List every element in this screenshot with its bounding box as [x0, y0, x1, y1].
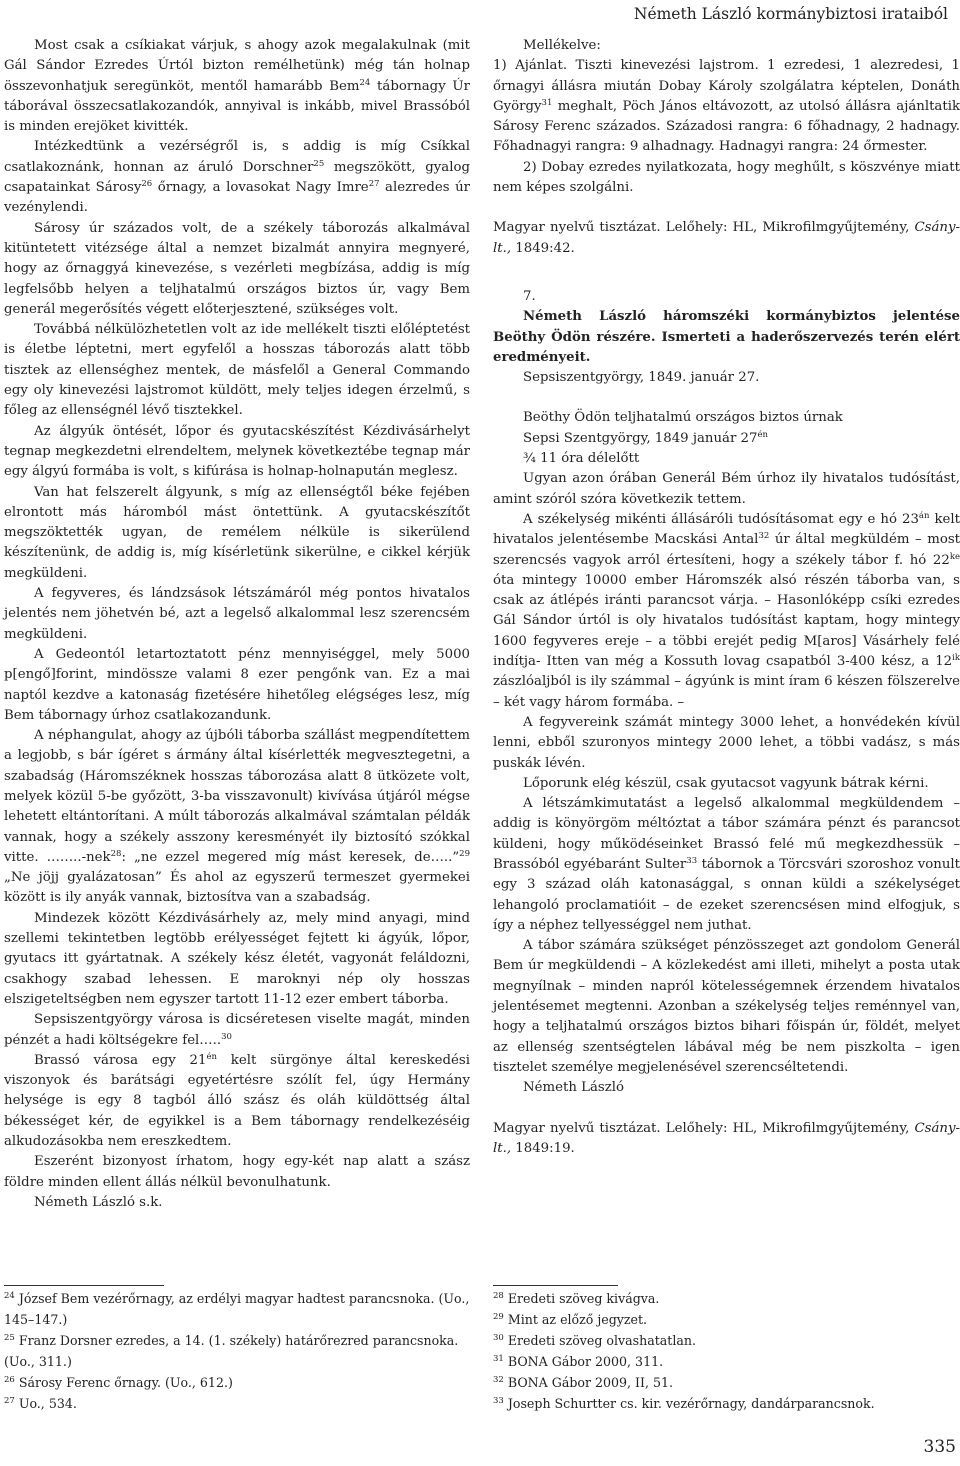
- footnote-ref: 31: [541, 97, 553, 108]
- footnote-ref: 27: [368, 179, 380, 190]
- paragraph: Intézkedtünk a vezérségről is, s addig is míg Csíkkal csatlakoznánk, honnan az áruló Dorschner$^{25}$ megszökött, gyalog csapatainkat Sárosy$^{26}$ őrnagy, a lovasokat Nagy Imre$^{27}$ alezredes úr vezénylendi.: [4, 139, 471, 216]
- footnote-ref: 28: [110, 848, 122, 859]
- addressee: Beöthy Ödön teljhatalmú országos biztos úrnak: [523, 410, 843, 426]
- appendix-item: 2) Dobay ezredes nyilatkozata, hogy meghűlt, s köszvénye miatt nem képes szolgálni.: [493, 159, 960, 196]
- dateline: Sepsi Szentgyörgy, 1849 január $27^{én}$: [523, 429, 768, 446]
- paragraph: Sepsiszentgyörgy városa is dicséretesen viselte magát, minden pénzét a hadi költségekre fel…..$^{30}$: [4, 1012, 470, 1048]
- appendix-label: Mellékelve:: [523, 38, 601, 53]
- footnote: $^{28}$ Eredeti szöveg kivágva.: [493, 1291, 660, 1306]
- appendix-item: 1) Ajánlat. Tiszti kinevezési lajstrom. 1 ezredesi, 1 alezredesi, 1 őrnagyi állásra miután Dobay Károly szolgálatra képtelen, Donáth György$^{31}$ meghalt, Pöch János eltávozott, az utolsó állásra ajánltatik Sárosy Ferenc százados. Századosi rangra: 6 főhadnagy, 2 hadnagy. Főhadnagyi rangra: 9 alhadnagy. Hadnagyi rangra: 24 őrmester.: [493, 58, 960, 155]
- paragraph: Eszerént bizonyost írhatom, hogy egy-két nap alatt a szász földre minden ellent állás nélkül bevonulhatunk.: [4, 1154, 470, 1190]
- signature: Németh László s.k.: [34, 1194, 163, 1210]
- paragraph: Lőporunk elég készül, csak gyutacsot vagyunk bátrak kérni.: [523, 775, 929, 791]
- footnote: $^{29}$ Mint az előző jegyzet.: [493, 1312, 648, 1327]
- ordinal-suffix: én: [757, 429, 768, 440]
- footnote: $^{33}$ Joseph Schurtter cs. kir. vezérőrnagy, dandárparancsnok.: [493, 1396, 875, 1411]
- document-place-date: Sepsiszentgyörgy, 1849. január 27.: [523, 370, 760, 386]
- footnote-ref: 30: [221, 1031, 232, 1042]
- footnote: $^{31}$ BONA Gábor 2000, 311.: [493, 1354, 664, 1369]
- paragraph: A székelység mikénti állásáróli tudósításomat egy e hó $23^{án}$ kelt hivatalos jelentésembe Macskási Antal$^{32}$ úr által megküldém – most szerencsés vagyok arról értesíteni, hogy a székely tábor f. hó $22^{ke}$ óta mintegy 10000 ember Háromszék alsó részén táborba van, s csak az átlépés iránti parancsot várja. – Hasonlóképp csíki ezredes Gál Sándor úrtól is oly hivatalos tudósítást kaptam, hogy mintegy 1600 fegyveres ereje – a többi erejét pedig M[aros] Vásárhely felé indítja- Itten van még a Kossuth lovag csapatból 3-400 kész, a $12^{ik}$ zászlóaljból is ily számmal – ágyúnk is mint íram 6 készen fölszerelve – két vagy három formába. –: [493, 510, 960, 710]
- footnote-ref: 24: [359, 77, 371, 88]
- document-title: Németh László háromszéki kormánybiztos jelentése Beöthy Ödön részére. Ismerteti a haderőszervezés terén elért eredményeit.: [493, 309, 960, 365]
- paragraph: Brassó városa egy $21^{én}$ kelt sürgönye által kereskedési viszonyok és barátsági egyetértésre szólít fel, úgy Hermány helysége is egy 8 tagból álló szász és oláh küldöttség által békességet kér, de egyikkel is a Bem tábornagy rendelkezéséig alkudozásokba nem ereszkedtem.: [4, 1051, 470, 1150]
- footnote: $^{25}$ Franz Dorsner ezredes, a 14. (1. székely) határőrezred parancsnoka. (Uo., 311.): [4, 1333, 459, 1369]
- footnote-rule-right: [493, 1285, 618, 1286]
- paragraph: Sárosy úr százados volt, de a székely táborozás alkalmával kitüntetett vitézsége által a nemzet bizalmát annyira megnyeré, hogy az őrnaggyá kinevezése, s vezérleti megbízása, addig is míg legfelsőbb helyen a teljhatalmú országos biztos úr, vagy Bem generál megerősítés végett előterjesztené, szükséges volt.: [4, 220, 470, 317]
- ordinal-suffix: ik: [952, 653, 960, 664]
- source-note: Magyar nyelvű tisztázat. Lelőhely: HL, Mikrofilmgyűjtemény, Csány-lt., 1849:19.: [493, 1120, 960, 1156]
- footnote: $^{30}$ Eredeti szöveg olvashatatlan.: [493, 1333, 697, 1348]
- paragraph: Van hat felszerelt álgyunk, s míg az ellenségtől béke fejében elrontott más háromból mást öntettünk. A gyutacskészítőt megszöktették ugyan, de remélem nélküle is sikerülend készítenünk, de addig is, míg kísérletünk sikerülne, e cikkel kérjük megküldeni.: [4, 484, 470, 581]
- footnotes-left: [4, 1288, 470, 1414]
- ordinal-suffix: án: [918, 510, 930, 521]
- paragraph: Most csak a csíkiakat várjuk, s ahogy azok megalakulnak (mit Gál Sándor Ezredes Úrtól bizton remélhetünk) még tán holnap összevonhatjuk seregünköt, mentől hamarább Bem$^{24}$ tábornagy Úr táborával összecsatlakozandók, annyival is inkább, mivel Brassóból is minden erejöket kivitték.: [4, 38, 470, 135]
- footnote-ref: 33: [686, 855, 698, 866]
- footnote: $^{24}$ József Bem vezérőrnagy, az erdélyi magyar hadtest parancsnoka. (Uo., 145–147.): [4, 1291, 470, 1327]
- footnotes-right: [493, 1288, 960, 1414]
- source-note: Magyar nyelvű tisztázat. Lelőhely: HL, Mikrofilmgyűjtemény, Csány-lt., 1849:42.: [493, 220, 960, 256]
- paragraph: Ugyan azon órában Generál Bém úrhoz ily hivatalos tudósítást, amint szóról szóra következik tettem.: [493, 471, 960, 507]
- paragraph: A néphangulat, ahogy az újbóli táborba szállást megpendítettem a legjobb, s bár ígéret s ármány által kísérlették megvesztegetni, a szabadság (Háromszéknek hosszas táborozása alatt 8 ütközete volt, melyek közül 5-be győzött, 3-ba visszavonult) kivívása útjáról mégse lehetett eltántorítani. A múlt táborozás alkalmával számtalan példák vannak, hogy a székely asszony keresményét ily biztosító szókkal vitte. ……..-nek$^{28}$: „ne ezzel megered míg mást keresek, de…..”$^{29}$ „Ne jöjj gyalázatosan” És ahol az egyszerű termeszet gyermekei között is ily anyák vannak, biztosítva van a szabadság.: [4, 728, 470, 906]
- time-line: ¾ 11 óra délelőtt: [523, 451, 640, 467]
- document-number: 7.: [523, 288, 536, 304]
- ordinal-suffix: ke: [949, 551, 960, 562]
- footnote: $^{26}$ Sárosy Ferenc őrnagy. (Uo., 612.): [4, 1375, 233, 1390]
- footnote-rule-left: [4, 1285, 164, 1286]
- running-header: Németh László kormánybiztosi irataiból: [633, 5, 948, 23]
- left-column: [4, 36, 470, 1213]
- right-column: [493, 36, 960, 1159]
- footnote-ref: 26: [141, 179, 153, 190]
- paragraph: A fegyvereink számát mintegy 3000 lehet, a honvédekén kívül lenni, ebből szuronyos mintegy 2000 lehet, a többi vadász, s más puskák lévén.: [493, 714, 960, 771]
- paragraph: Továbbá nélkülözhetetlen volt az ide mellékelt tiszti előléptetést is életbe léptetni, mert egyfelől a hosszas táborozás alatt több tisztek az ellenséghez mentek, de másfelől a General Commando egy oly kinevezési lajstromot küldött, mely teljes idegen érzelmű, s főleg az ellenségnél lévő tisztekkel.: [4, 322, 470, 419]
- footnote-ref: 29: [459, 848, 470, 859]
- footnote-ref: 32: [758, 531, 770, 542]
- paragraph: Az álgyúk öntését, lőpor és gyutacskészítést Kézdivásárhelyt tegnap megkezdetni elrendeltem, melynek következtébe tegnap már egy álgyú formába is volt, s kifúrása is holnap-holnapután meglesz.: [4, 423, 470, 480]
- paragraph: Mindezek között Kézdivásárhely az, mely mind anyagi, mind szellemi tekintetben legtöbb erélyességet fejtett ki ágyúk, lőpor, gyutacs itt gyártatnak. A székely kész életét, vagyonát feláldozni, csakhogy szabad lehessen. E maroknyi nép oly hosszas elszigeteltségben nem egyszer tartott 11-12 ezer embert táborba.: [4, 910, 470, 1007]
- footnote: $^{32}$ BONA Gábor 2009, II, 51.: [493, 1375, 674, 1390]
- paragraph: A létszámkimutatást a legelső alkalommal megküldendem – addig is könyörgöm méltóztat a tábor számára pénzt és parancsot küldeni, hogy működéseinket Brassó felé mű megkezdhessük – Brassóból egyébaránt Sulter$^{33}$ tábornok a Törcsvári szoroshoz vonult egy 3 század oláh katonasággal, s onnan küldi a székelységet lehangoló proclamatióit – de ezeket szerencsésen mind elfogjuk, s így a néphez tellyességgel nem juthat.: [493, 796, 960, 933]
- footnote: $^{27}$ Uo., 534.: [4, 1396, 77, 1411]
- paragraph: A Gedeontól letartoztatott pénz mennyiséggel, mely 5000 p[engő]forint, mindössze valami 8 ezer pengőnk van. Ez a mai naptól kezdve a katonaság fizetésére hihetőleg elégséges lesz, míg Bem tábornagy úrhoz csatlakozandunk.: [4, 646, 470, 723]
- ordinal-suffix: én: [206, 1051, 217, 1062]
- paragraph: A tábor számára szükséget pénzösszeget azt gondolom Generál Bem úr megküldendi – A közlekedést ami illeti, mihelyt a posta utak megnyílnak – minden napról kötelességemnek érzendem hivatalos jelentésemet megtenni. Azonban a székelység teljes reménnyel van, hogy a teljhatalmú országos biztos bihari főispán úr, földét, melyet az ellenség szentségtelen lábával még be nem piszkolta – igen tisztelet személye megjelenésével szerencséltetendi.: [493, 938, 960, 1075]
- paragraph: A fegyveres, és lándzsások létszámáról még pontos hivatalos jelentés nem jöhetvén bé, azt a legelső alkalommal lesz szerencsém megküldeni.: [4, 586, 470, 642]
- signature: Németh László: [523, 1080, 624, 1096]
- footnote-ref: 25: [313, 158, 325, 169]
- page-number: 335: [923, 1437, 956, 1457]
